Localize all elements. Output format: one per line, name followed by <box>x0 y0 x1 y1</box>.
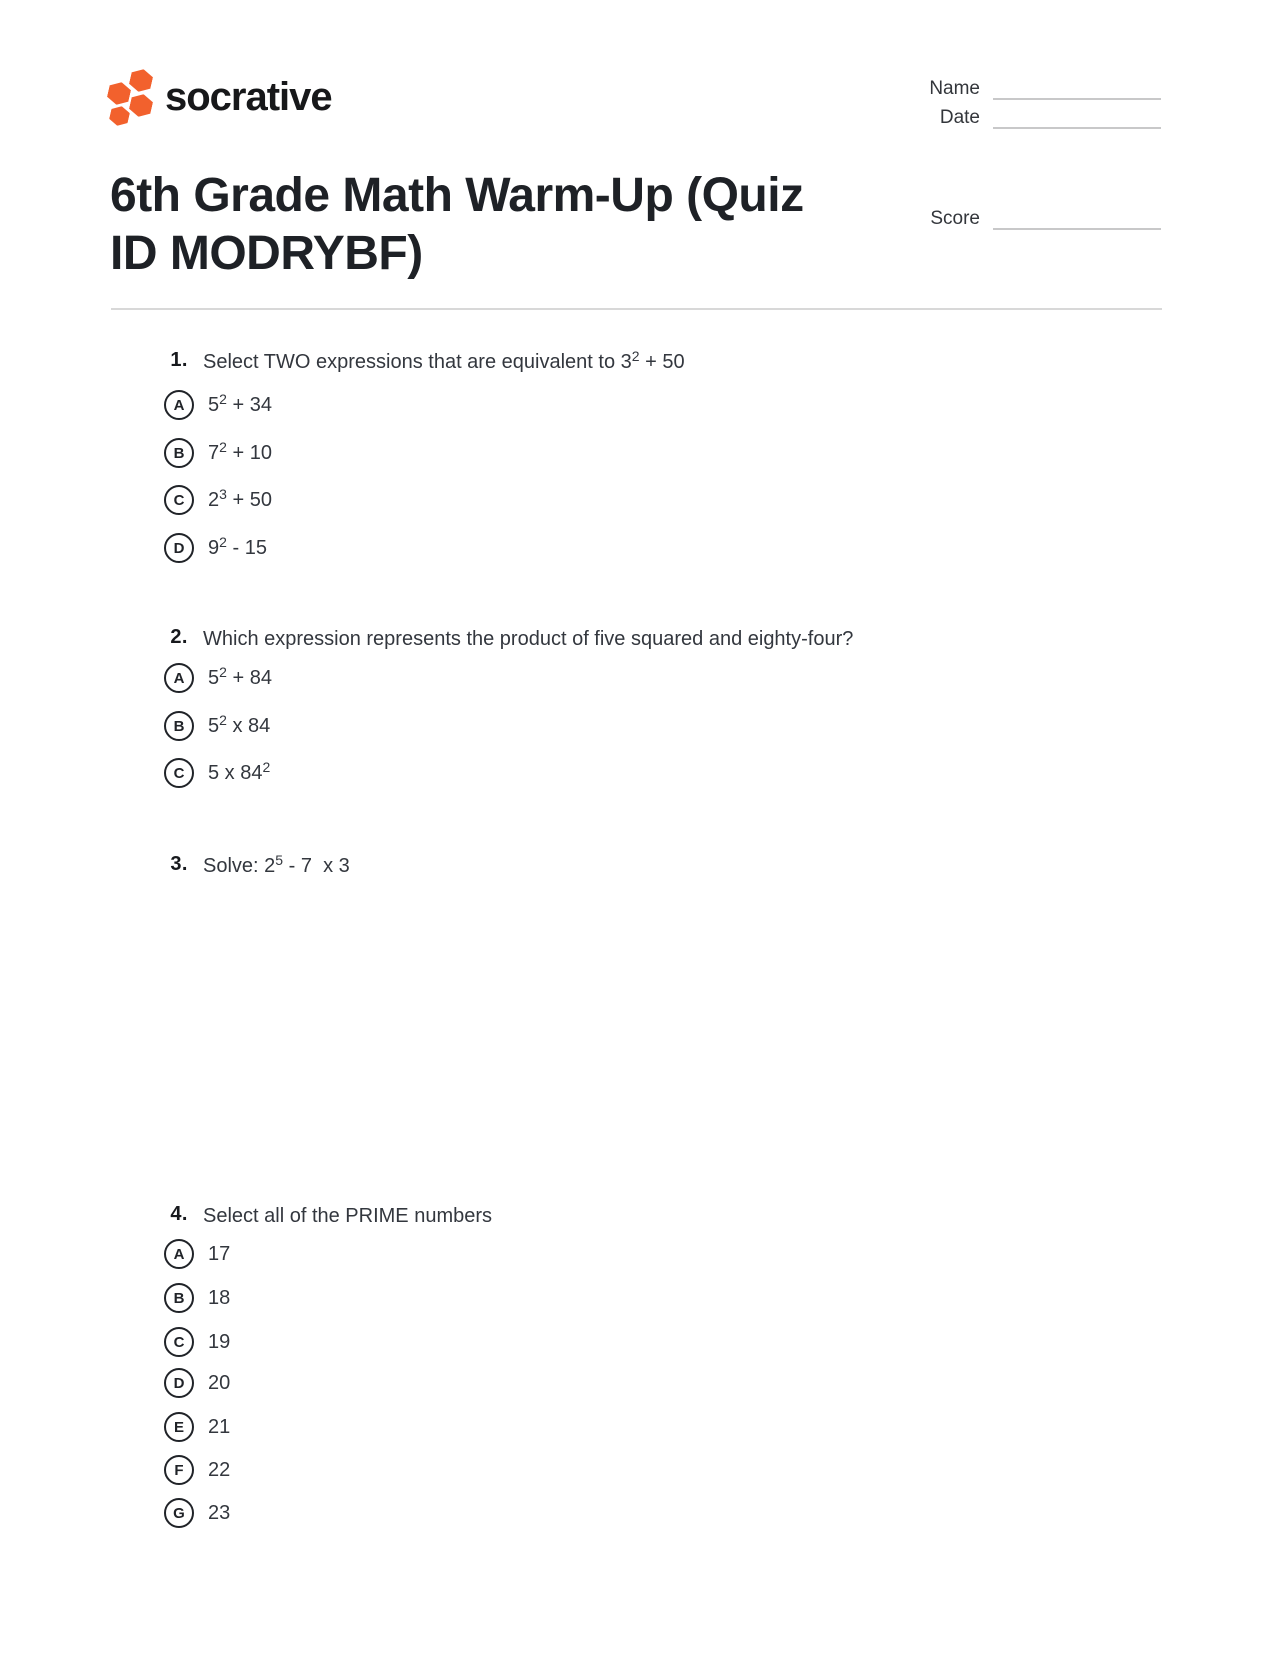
question-1-option-c <box>164 484 272 516</box>
hexagon-shape <box>108 104 131 128</box>
answer-bubble: A <box>164 663 194 693</box>
question-prompt: Select TWO expressions that are equivalent to $3^2 + 50$ <box>203 348 685 373</box>
name-blank-line <box>993 77 1161 100</box>
question-prompt: Solve: $2^5 - 7$ x 3 <box>203 852 350 877</box>
hexagon-shape <box>128 67 155 94</box>
question-number: 1. <box>170 349 188 371</box>
question-4-option-d <box>164 1367 230 1399</box>
question-2-option-c <box>164 757 270 789</box>
question-4 <box>158 1203 492 1229</box>
date-blank-line <box>993 106 1161 129</box>
question-prompt: Select all of the PRIME numbers <box>203 1205 493 1227</box>
question-number: 3. <box>170 853 188 875</box>
question-1 <box>158 349 685 375</box>
score-label: Score <box>930 208 980 229</box>
option-text: 5 x $84^2$ <box>208 758 271 784</box>
answer-bubble: A <box>164 1239 194 1269</box>
hexagon-shape <box>106 80 133 107</box>
date-field <box>800 106 1161 129</box>
answer-bubble: A <box>164 390 194 420</box>
option-text: 23 <box>208 1501 231 1524</box>
question-4-option-a <box>164 1238 230 1270</box>
answer-bubble: C <box>164 1327 194 1357</box>
question-2 <box>158 626 853 652</box>
name-field <box>800 77 1161 100</box>
answer-bubble: C <box>164 485 194 515</box>
hexagon-cluster-icon <box>104 68 156 126</box>
answer-bubble: D <box>164 1368 194 1398</box>
question-1-option-b <box>164 437 272 469</box>
socrative-logo <box>104 68 332 126</box>
question-4-option-c <box>164 1326 230 1358</box>
score-blank-line <box>993 207 1161 230</box>
question-4-option-b <box>164 1282 230 1314</box>
answer-bubble: E <box>164 1412 194 1442</box>
question-4-option-f <box>164 1454 230 1486</box>
answer-bubble: B <box>164 1283 194 1313</box>
question-2-option-a <box>164 662 272 694</box>
answer-bubble: G <box>164 1498 194 1528</box>
option-text: 21 <box>208 1415 231 1438</box>
option-text: $2^3 + 50$ <box>208 485 272 511</box>
option-text: 17 <box>208 1242 231 1265</box>
question-number: 4. <box>170 1203 188 1225</box>
option-text: 19 <box>208 1330 231 1353</box>
question-prompt: Which expression represents the product of five squared and eighty-four? <box>203 628 854 650</box>
answer-bubble: C <box>164 758 194 788</box>
question-1-option-a <box>164 389 272 421</box>
option-text: $5^2$ x 84 <box>208 711 271 737</box>
hexagon-shape <box>128 92 155 119</box>
logo-wordmark: socrative <box>165 74 332 119</box>
question-1-option-d <box>164 532 267 564</box>
question-3 <box>158 853 350 879</box>
page-title-line-2: ID MODRYBF) <box>110 227 423 280</box>
question-number: 2. <box>170 626 188 648</box>
option-text: $9^2 - 15$ <box>208 533 267 559</box>
option-text: $7^2 + 10$ <box>208 438 272 464</box>
option-text: 20 <box>208 1371 231 1394</box>
answer-bubble: B <box>164 438 194 468</box>
question-2-option-b <box>164 710 270 742</box>
page-title-line-1: 6th Grade Math Warm-Up (Quiz <box>110 169 804 222</box>
answer-bubble: B <box>164 711 194 741</box>
option-text: $5^2 + 84$ <box>208 663 272 689</box>
header-divider <box>111 308 1162 310</box>
page-title <box>110 167 900 283</box>
date-label: Date <box>939 107 980 128</box>
name-label: Name <box>929 78 980 99</box>
question-4-option-g <box>164 1497 230 1529</box>
option-text: 18 <box>208 1286 231 1309</box>
option-text: 22 <box>208 1458 231 1481</box>
option-text: $5^2 + 34$ <box>208 390 272 416</box>
question-4-option-e <box>164 1411 230 1443</box>
answer-bubble: D <box>164 533 194 563</box>
answer-bubble: F <box>164 1455 194 1485</box>
